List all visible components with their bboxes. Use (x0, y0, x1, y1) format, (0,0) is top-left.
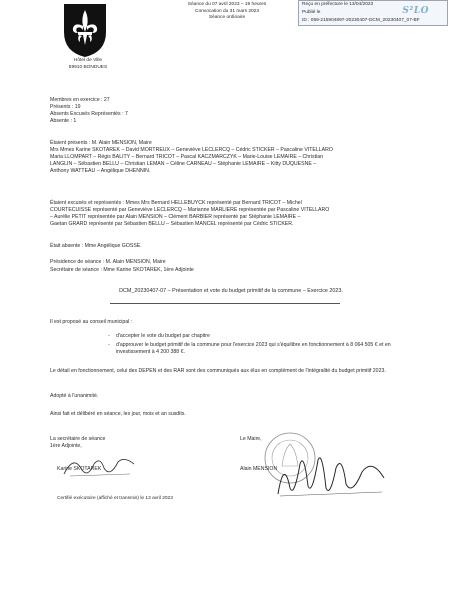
seance-type: Séance ordinaire (208, 15, 246, 21)
excused-line-1: Étaient excusés et représentés : Mmes Mrs Bernard HELLEBUYCK représenté par Bernard TRICOT – Michel (50, 200, 302, 206)
prefecture-stamp (298, 0, 448, 26)
secretary-signature-block (50, 436, 105, 450)
mayor-title: Le Maire, (240, 436, 262, 442)
proposal-item (108, 342, 408, 356)
proposal-item-1: d'accepter le vote du budget par chapitre (116, 333, 210, 339)
secretaire-line: Secrétaire de séance : Mme Karine SKOTAREK, 1ère Adjointe (50, 267, 194, 273)
title-underline (110, 303, 340, 304)
attendance-counts (50, 97, 128, 125)
certification-footer: Certifié exécutoire (affiché et transmis) le 13 avril 2023 (57, 496, 173, 501)
seance-convocation: Convocation du 31 mars 2023 (195, 8, 259, 14)
excused-line-2: COURTECUISSE représenté par Geneviève LECLERCQ – Marianne MARLIERE représentée par Pascaline VITELLARO (50, 207, 330, 213)
secretary-role: 1ère Adjointe, (50, 443, 82, 449)
proposal-item (108, 333, 408, 340)
proposal-list (108, 333, 408, 356)
count-present: Présents : 19 (50, 104, 81, 110)
detail-paragraph: Le détail en fonctionnement, celui des DEPEN et des RAR sont des communiqués aux élus en complément de l'intégralité du budget primitif 2023. (50, 368, 386, 374)
mairie-line-2: 59910 BONDUES (68, 64, 108, 70)
absent-member: Était absente : Mme Angélique GOSSE. (50, 243, 142, 249)
adopted-statement: Adopté à l'unanimité. (50, 393, 99, 399)
deliberation-title: DCM_20230407-07 – Présentation et vote du budget primitif de la commune – Exercice 2023. (119, 288, 343, 294)
count-absent: Absente : 1 (50, 118, 77, 124)
present-line-4: LANGLIN – Sébastien BELLU – Christian LEMAN – Céline CARNEAU – Stéphanie LEMAIRE – Kitty DUQUESNE – (50, 161, 317, 167)
present-line-3: Maria LLOMPART – Régis BALITY – Bernard TRICOT – Pascal KACZMARCZYK – Marie-Louise LEMAIRE – Christian (50, 154, 324, 160)
excused-line-4: Gaetan GRARD représenté par Sébastien BELLU – Sébastien MANCEL représenté par Cédric STICKER. (50, 221, 294, 227)
present-line-5: Anthony WATTEAU – Angélique DHENNIN. (50, 168, 151, 174)
closing-statement: Ainsi fait et délibéré en séance, les jour, mois et an susdits. (50, 411, 186, 417)
presidence-line: Présidence de séance : M. Alain MENSION, Maire (50, 259, 166, 265)
city-coat-of-arms-logo (62, 2, 108, 58)
stamp-id: ID : 059-215904897-20230407-DCM_20230407_07-BF (302, 18, 420, 23)
stamp-received: Reçu en préfecture le 13/04/2023 (302, 2, 374, 7)
mairie-address (48, 58, 128, 71)
excused-line-3: – Aurélie PETIT représentée par Alain MENSION – Clément BARBIER représenté par Stéphanie LEMAIRE – (50, 214, 301, 220)
seance-date: Séance du 07 avril 2023 – 19 heures (187, 2, 267, 7)
mayor-name: Alain MENSION (240, 466, 278, 472)
stamp-published: Publié le (302, 10, 321, 15)
bullet-dash: - (108, 342, 110, 348)
secretary-name: Karine SKOTAREK (57, 466, 102, 472)
present-line-2: Mrs Mmes Karine SKOTAREK – David MORTREUX – Geneviève LECLERCQ – Cédric STICKER – Pascaline VITELLARO (50, 147, 333, 153)
seance-header (172, 2, 282, 22)
present-members (50, 140, 333, 175)
excused-members (50, 200, 329, 228)
bullet-dash: - (108, 333, 110, 339)
mayor-handwritten-signature (272, 448, 392, 500)
s2lo-logo: S²LO (402, 6, 429, 16)
count-members: Membres en exercice : 27 (50, 97, 110, 103)
present-line-1: Étaient présents : M. Alain MENSION, Maire (50, 140, 152, 146)
proposal-intro: Il est proposé au conseil municipal : (50, 319, 133, 325)
secretary-title: La secrétaire de séance (50, 436, 106, 442)
mairie-line-1: Hôtel de Ville (73, 58, 103, 63)
proposal-item-2: d'approuver le budget primitif de la commune pour l'exercice 2023 qui s'équilibre en fonctionnement à 8 064 505 € et en investissement à 4 200 388 €. (116, 342, 391, 355)
count-excused: Absents Excusés Représentés : 7 (50, 111, 128, 117)
